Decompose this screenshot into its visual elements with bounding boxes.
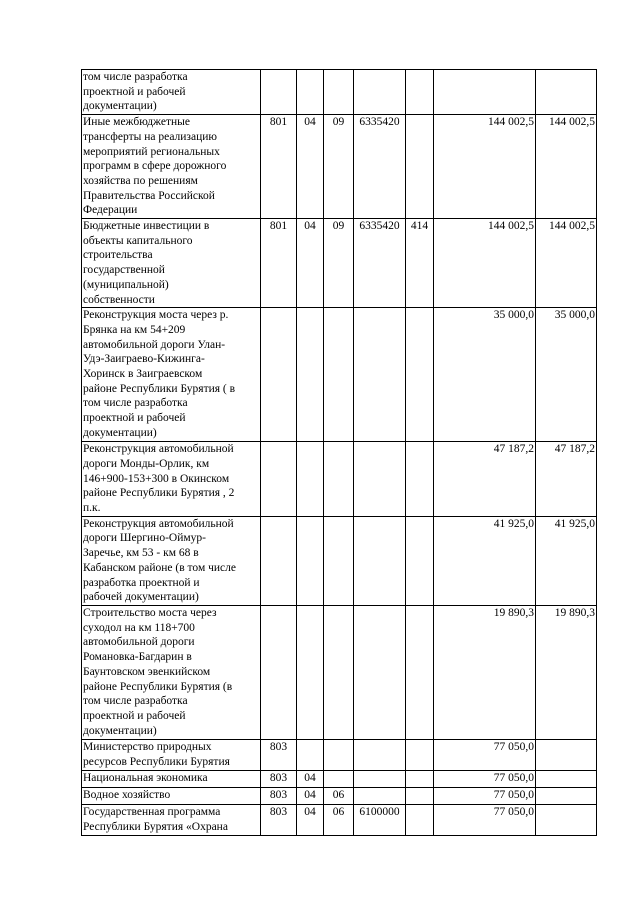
item-name-cell: Реконструкция автомобильной дороги Монды-Орлик, км 146+900-153+300 в Окинском районе Республики Бурятия , 2 п.к.: [82, 442, 261, 517]
subsection-code-cell: 06: [324, 787, 354, 804]
subsection-code-cell: [324, 739, 354, 770]
item-name-cell: том числе разработка проектной и рабочей документации): [82, 70, 261, 115]
table-row: [82, 739, 597, 770]
expense-type-cell: 414: [406, 219, 434, 308]
table-row: [82, 787, 597, 804]
amount-cell: 19 890,3: [434, 605, 536, 739]
budget-table-body: [82, 70, 597, 836]
target-article-cell: [354, 308, 406, 442]
item-name-cell: Министерство природных ресурсов Республики Бурятия: [82, 739, 261, 770]
table-row: [82, 605, 597, 739]
section-code-cell: 04: [297, 787, 324, 804]
section-code-cell: 04: [297, 770, 324, 787]
table-row: [82, 516, 597, 605]
section-code-cell: 04: [297, 115, 324, 219]
subsection-code-cell: [324, 770, 354, 787]
amount-cell: 47 187,2: [434, 442, 536, 517]
target-article-cell: [354, 605, 406, 739]
subsection-code-cell: [324, 308, 354, 442]
target-article-cell: 6335420: [354, 115, 406, 219]
item-name-cell: Национальная экономика: [82, 770, 261, 787]
section-code-cell: [297, 605, 324, 739]
amount-cell: 144 002,5: [434, 115, 536, 219]
amount-second-cell: [536, 787, 597, 804]
amount-second-cell: 35 000,0: [536, 308, 597, 442]
item-name-cell: Водное хозяйство: [82, 787, 261, 804]
expense-type-cell: [406, 308, 434, 442]
expense-type-cell: [406, 605, 434, 739]
expense-type-cell: [406, 804, 434, 835]
table-row: [82, 115, 597, 219]
table-row: [82, 442, 597, 517]
amount-cell: 41 925,0: [434, 516, 536, 605]
ministry-code-cell: 801: [261, 115, 297, 219]
section-code-cell: 04: [297, 219, 324, 308]
subsection-code-cell: [324, 70, 354, 115]
amount-second-cell: 144 002,5: [536, 115, 597, 219]
target-article-cell: [354, 70, 406, 115]
item-name-cell: Строительство моста через суходол на км 118+700 автомобильной дороги Романовка-Багдарин в Баунтовском эвенкийском районе Республики Бурятия (в том числе разработка проектной и рабочей документации): [82, 605, 261, 739]
amount-second-cell: [536, 70, 597, 115]
amount-second-cell: [536, 770, 597, 787]
amount-cell: 77 050,0: [434, 739, 536, 770]
amount-second-cell: 47 187,2: [536, 442, 597, 517]
target-article-cell: 6335420: [354, 219, 406, 308]
amount-second-cell: 41 925,0: [536, 516, 597, 605]
ministry-code-cell: [261, 516, 297, 605]
item-name-cell: Реконструкция моста через р. Брянка на км 54+209 автомобильной дороги Улан- Удэ-Заиграево-Кижинга- Хоринск в Заиграевском районе Республики Бурятия ( в том числе разработка проектной и рабочей документации): [82, 308, 261, 442]
item-name-cell: Бюджетные инвестиции в объекты капитального строительства государственной (муниципальной) собственности: [82, 219, 261, 308]
target-article-cell: [354, 787, 406, 804]
expense-type-cell: [406, 770, 434, 787]
ministry-code-cell: 803: [261, 804, 297, 835]
ministry-code-cell: [261, 605, 297, 739]
target-article-cell: [354, 770, 406, 787]
section-code-cell: [297, 308, 324, 442]
amount-cell: 77 050,0: [434, 787, 536, 804]
amount-second-cell: 144 002,5: [536, 219, 597, 308]
amount-cell: 144 002,5: [434, 219, 536, 308]
target-article-cell: [354, 739, 406, 770]
amount-second-cell: [536, 739, 597, 770]
item-name-cell: Реконструкция автомобильной дороги Шергино-Оймур- Заречье, км 53 - км 68 в Кабанском районе (в том числе разработка проектной и рабочей документации): [82, 516, 261, 605]
ministry-code-cell: 801: [261, 219, 297, 308]
section-code-cell: 04: [297, 804, 324, 835]
ministry-code-cell: 803: [261, 787, 297, 804]
section-code-cell: [297, 70, 324, 115]
amount-cell: 77 050,0: [434, 770, 536, 787]
expense-type-cell: [406, 442, 434, 517]
subsection-code-cell: 06: [324, 804, 354, 835]
subsection-code-cell: 09: [324, 115, 354, 219]
expense-type-cell: [406, 787, 434, 804]
target-article-cell: [354, 516, 406, 605]
amount-second-cell: 19 890,3: [536, 605, 597, 739]
table-row: [82, 770, 597, 787]
table-row: [82, 219, 597, 308]
ministry-code-cell: 803: [261, 739, 297, 770]
section-code-cell: [297, 516, 324, 605]
subsection-code-cell: 09: [324, 219, 354, 308]
ministry-code-cell: 803: [261, 770, 297, 787]
ministry-code-cell: [261, 308, 297, 442]
amount-cell: [434, 70, 536, 115]
expense-type-cell: [406, 739, 434, 770]
expense-type-cell: [406, 516, 434, 605]
ministry-code-cell: [261, 442, 297, 517]
item-name-cell: Государственная программа Республики Бурятия «Охрана: [82, 804, 261, 835]
ministry-code-cell: [261, 70, 297, 115]
item-name-cell: Иные межбюджетные трансферты на реализацию мероприятий региональных программ в сфере дорожного хозяйства по решениям Правительства Российской Федерации: [82, 115, 261, 219]
section-code-cell: [297, 442, 324, 517]
amount-cell: 77 050,0: [434, 804, 536, 835]
section-code-cell: [297, 739, 324, 770]
budget-table: [81, 69, 597, 836]
subsection-code-cell: [324, 605, 354, 739]
subsection-code-cell: [324, 442, 354, 517]
target-article-cell: 6100000: [354, 804, 406, 835]
expense-type-cell: [406, 70, 434, 115]
target-article-cell: [354, 442, 406, 517]
table-row: [82, 804, 597, 835]
subsection-code-cell: [324, 516, 354, 605]
table-row: [82, 308, 597, 442]
amount-cell: 35 000,0: [434, 308, 536, 442]
table-row: [82, 70, 597, 115]
expense-type-cell: [406, 115, 434, 219]
amount-second-cell: [536, 804, 597, 835]
